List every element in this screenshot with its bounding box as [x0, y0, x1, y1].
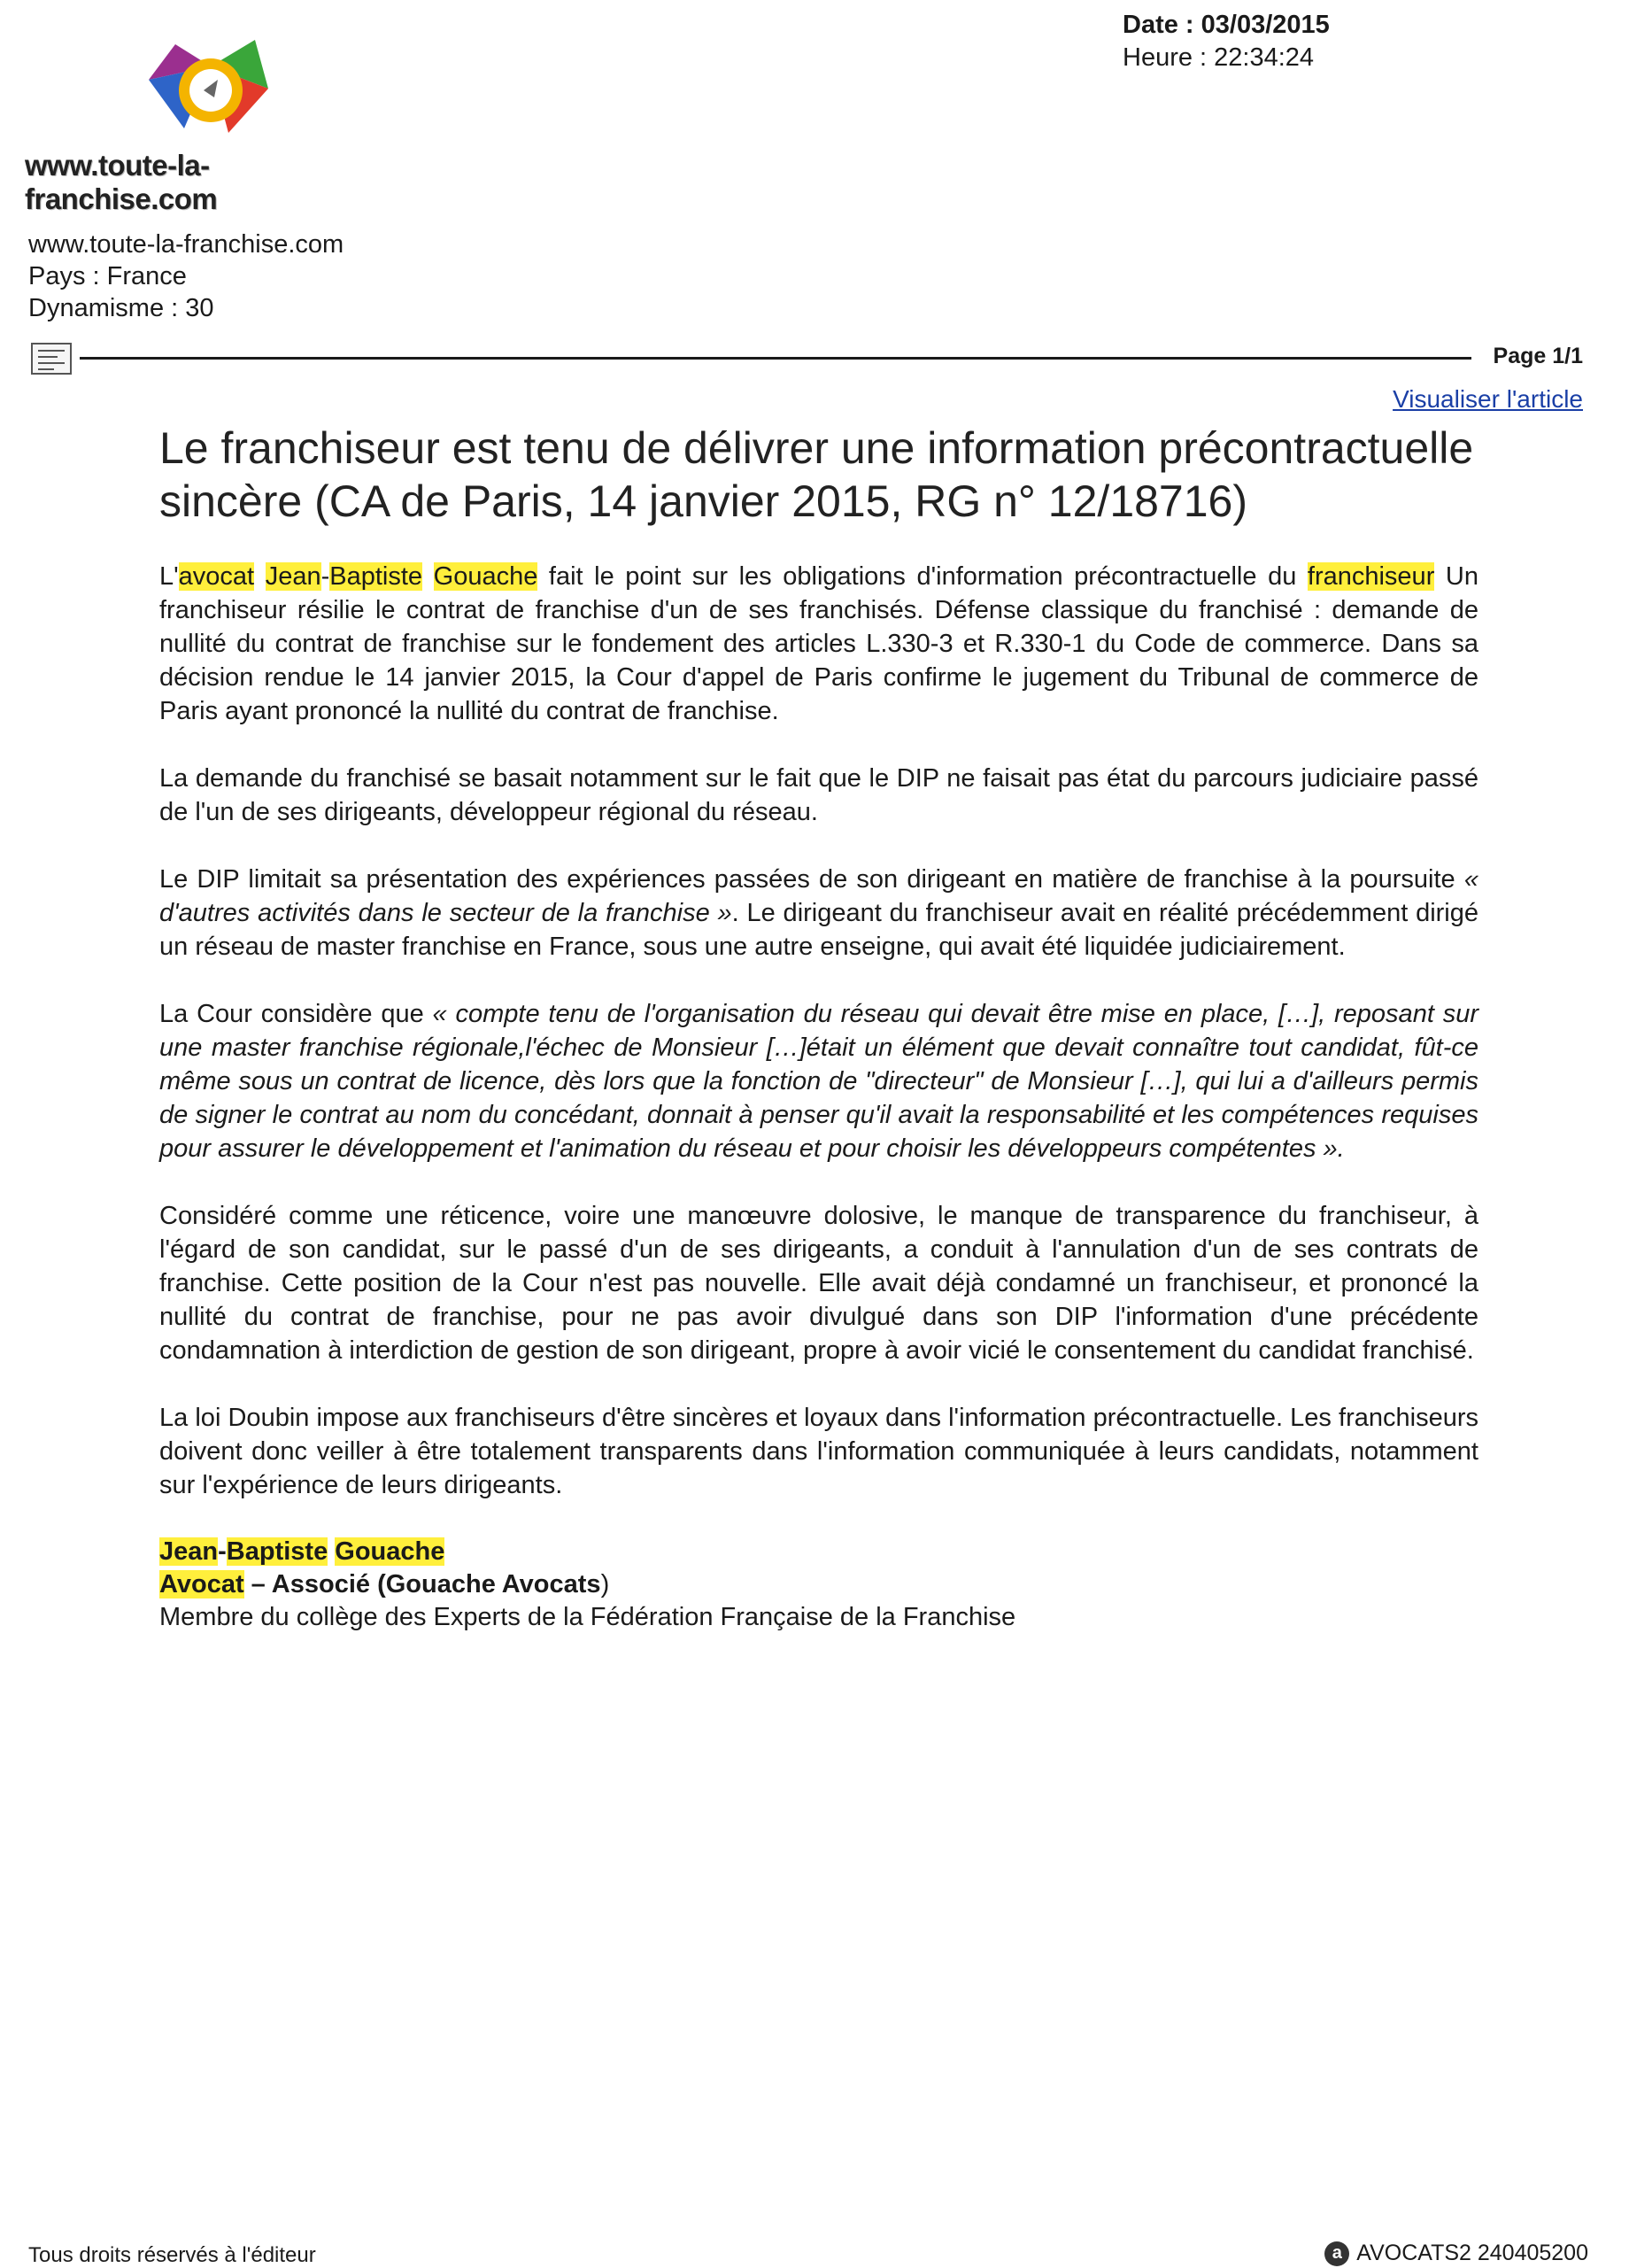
- highlight-term: Gouache: [335, 1537, 445, 1566]
- date-block: [1123, 9, 1330, 74]
- paragraph-6: La loi Doubin impose aux franchiseurs d'être sincères et loyaux dans l'information précontractuelle. Les franchiseurs doivent donc veiller à être totalement transparents dans l'information communiquée à leurs candidats, notamment sur l'expérience de leurs dirigeants.: [159, 1404, 1478, 1499]
- time-label: Heure : 22:34:24: [1123, 43, 1315, 72]
- lead-text: L': [159, 562, 179, 591]
- paragraph-3: [159, 863, 1478, 964]
- lead-text: [422, 562, 434, 591]
- site-logo: [25, 27, 397, 215]
- signature-text: – Associé (Gouache Avocats: [243, 1570, 601, 1598]
- quote-text: « compte tenu de l'organisation du réseau qui devait être mise en place, […], reposant sur une master franchise régionale,l'échec de Monsieur […]était un élément que devait connaître tout candidat, fût-ce même sous un contrat de licence, dès lors que la fonction de "directeur" de Monsieur […], qui lui a d'ailleurs permis de signer le contrat au nom du concédant, donnait à penser qu'il avait la responsabilité et les compétences requises pour assurer le développement et l'animation du réseau et pour choisir les développeurs compétentes ».: [159, 1000, 1478, 1163]
- source-dynamism: Dynamisme : 30: [28, 294, 214, 322]
- signature-text: ): [600, 1570, 610, 1598]
- paragraph-4: [159, 997, 1478, 1165]
- author-signature: [159, 1536, 1478, 1634]
- footer-rights: Tous droits réservés à l'éditeur: [28, 2243, 316, 2267]
- source-country: Pays : France: [28, 262, 187, 290]
- paragraph-2: La demande du franchisé se basait notamment sur le fait que le DIP ne faisait pas état du parcours judiciaire passé de l'un de ses dirigeants, développeur régional du réseau.: [159, 764, 1478, 826]
- logo-emblem-icon: [122, 27, 299, 151]
- publisher-icon: a: [1324, 2241, 1349, 2266]
- signature-text: -: [218, 1537, 227, 1566]
- header-divider: [80, 357, 1471, 360]
- document-icon: [31, 343, 72, 375]
- source-info: [28, 228, 344, 324]
- highlight-term: Baptiste: [226, 1537, 328, 1566]
- footer-code: AVOCATS2 240405200: [1356, 2241, 1588, 2265]
- author-role: [159, 1568, 1478, 1601]
- date-label: Date : 03/03/2015: [1123, 11, 1330, 39]
- highlight-term: Jean: [265, 562, 321, 591]
- article-title: Le franchiseur est tenu de délivrer une information précontractuelle sincère (CA de Paris, 14 janvier 2015, RG n° 12/18716): [159, 423, 1474, 526]
- highlight-term: franchiseur: [1307, 562, 1435, 591]
- author-name: [159, 1536, 1478, 1568]
- highlight-term: avocat: [178, 562, 255, 591]
- paragraph-text: La Cour considère que: [159, 1000, 433, 1028]
- author-membership: Membre du collège des Experts de la Fédération Française de la Franchise: [159, 1603, 1016, 1631]
- article-body: [159, 422, 1478, 1634]
- logo-text: www.toute-la-franchise.com: [25, 149, 218, 215]
- highlight-term: Jean: [159, 1537, 219, 1566]
- paragraph-5: Considéré comme une réticence, voire une manœuvre dolosive, le manque de transparence du franchiseur, à l'égard de son candidat, sur le passé d'un de ses dirigeants, a conduit à l'annulation d'un de ses contrats de franchise. Cette position de la Cour n'est pas nouvelle. Elle avait déjà condamné un franchiseur, et prononcé la nullité du contrat de franchise, pour ne pas avoir divulgué dans son DIP l'information d'une précédente condamnation à interdiction de gestion de son dirigeant, propre à avoir vicié le consentement du candidat franchisé.: [159, 1202, 1478, 1365]
- highlight-term: Avocat: [159, 1570, 244, 1598]
- source-site: www.toute-la-franchise.com: [28, 230, 344, 259]
- view-article-link[interactable]: Visualiser l'article: [1393, 385, 1583, 413]
- lead-text: Un franchiseur résilie le contrat de franchise d'un de ses franchisés. Défense classique du franchisé : demande de nullité du contrat de franchise sur le fondement des articles L.330-3 et R.330-1 du Code de commerce. Dans sa décision rendue le 14 janvier 2015, la Cour d'appel de Paris confirme le jugement du Tribunal de commerce de Paris ayant prononcé la nullité du contrat de franchise.: [159, 562, 1478, 725]
- lead-text: -: [320, 562, 330, 591]
- lead-text: [254, 562, 266, 591]
- paragraph-text: Le DIP limitait sa présentation des expériences passées de son dirigeant en matière de franchise à la poursuite: [159, 865, 1464, 894]
- article-lead: [159, 560, 1478, 728]
- quote-text: « d'autres activités dans le secteur de la franchise »: [159, 865, 1478, 927]
- page-number: Page 1/1: [1493, 344, 1583, 368]
- lead-text: fait le point sur les obligations d'information précontractuelle du: [537, 562, 1308, 591]
- paragraph-text: . Le dirigeant du franchiseur avait en réalité précédemment dirigé un réseau de master franchise en France, sous une autre enseigne, qui avait été liquidée judiciairement.: [159, 899, 1478, 961]
- highlight-term: Baptiste: [329, 562, 423, 591]
- highlight-term: Gouache: [433, 562, 538, 591]
- footer-code-block: [1324, 2241, 1588, 2266]
